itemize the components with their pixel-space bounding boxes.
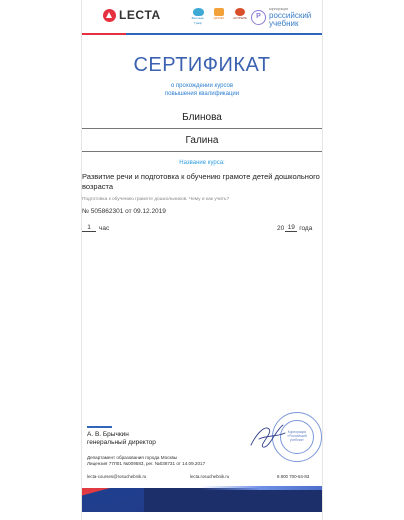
year-field <box>277 224 312 232</box>
hours-field <box>82 224 109 232</box>
publisher-logo-c <box>232 8 248 22</box>
department-info <box>87 455 205 467</box>
bird-icon <box>214 8 224 16</box>
hours-value: 1 <box>82 224 96 232</box>
publisher-logo-a <box>190 8 206 25</box>
surname-underline <box>82 128 322 129</box>
star-icon <box>235 8 245 16</box>
rosuchebnik-logo-main: российский учебник <box>269 11 312 28</box>
publisher-logo-b <box>211 8 227 22</box>
license-line: Лицензия 77Л01 №009583, рег. №038731 от 14.09.2017 <box>87 461 206 466</box>
footer-band-right <box>144 488 322 512</box>
rosuchebnik-logo-small: корпорация <box>269 7 289 11</box>
header-divider-red <box>82 33 126 35</box>
contact-website: lecta.rosuchebnik.ru <box>190 474 230 479</box>
lecta-logo-text: LECTA <box>119 8 161 22</box>
footer-band-glow <box>200 486 322 490</box>
first-name-underline <box>82 151 322 152</box>
lecta-logo <box>103 7 161 23</box>
certificate-subtitle <box>82 82 322 98</box>
recipient-surname: Блинова <box>182 112 222 123</box>
rosuchebnik-logo-icon: Р <box>251 10 266 25</box>
course-subtitle: Подготовка к обучению грамоте дошкольников. Чему и как учить? <box>82 197 230 202</box>
hours-label: час <box>99 225 110 232</box>
recipient-first-name: Галина <box>185 135 219 146</box>
stamp-text: Корпорация «Российский учебник» <box>280 420 314 454</box>
subtitle-line-1: о прохождении курсов <box>170 83 234 89</box>
header-divider-blue <box>126 33 322 35</box>
rosuchebnik-logo <box>251 6 319 28</box>
year-prefix: 20 <box>277 225 285 232</box>
course-title: Развитие речи и подготовка к обучению грамоте детей дошкольного возраста <box>82 172 320 191</box>
year-value: 19 <box>285 224 297 232</box>
signature-accent-line <box>87 426 112 428</box>
subtitle-line-2: повышения квалификации <box>164 91 240 97</box>
contact-email: lecta-courses@rosuchebnik.ru <box>87 474 147 479</box>
registration-number: № 505862301 от 09.12.2019 <box>82 208 166 215</box>
publisher-logo-b-text: ДРОФА <box>213 16 225 20</box>
course-label: Название курса: <box>179 160 225 166</box>
publisher-logo-c-text: АСТРЕЛЬ <box>233 16 247 20</box>
handwritten-signature <box>247 415 287 455</box>
department-line-1: Департамент образования города Москвы <box>87 455 178 460</box>
signer-title: генеральный директор <box>87 439 156 446</box>
year-label: года <box>299 225 313 232</box>
footer-band-left <box>82 488 144 512</box>
lecta-logo-icon <box>103 9 116 22</box>
signer-name: А. В. Брычкин <box>87 431 129 438</box>
contact-phone: 8 800 700-64-83 <box>277 474 310 479</box>
certificate-title: СЕРТИФИКАТ <box>133 54 271 76</box>
signer-block <box>87 431 156 447</box>
owl-icon <box>193 8 204 16</box>
publisher-logo-a-text: Вентана-Граф <box>191 16 205 25</box>
